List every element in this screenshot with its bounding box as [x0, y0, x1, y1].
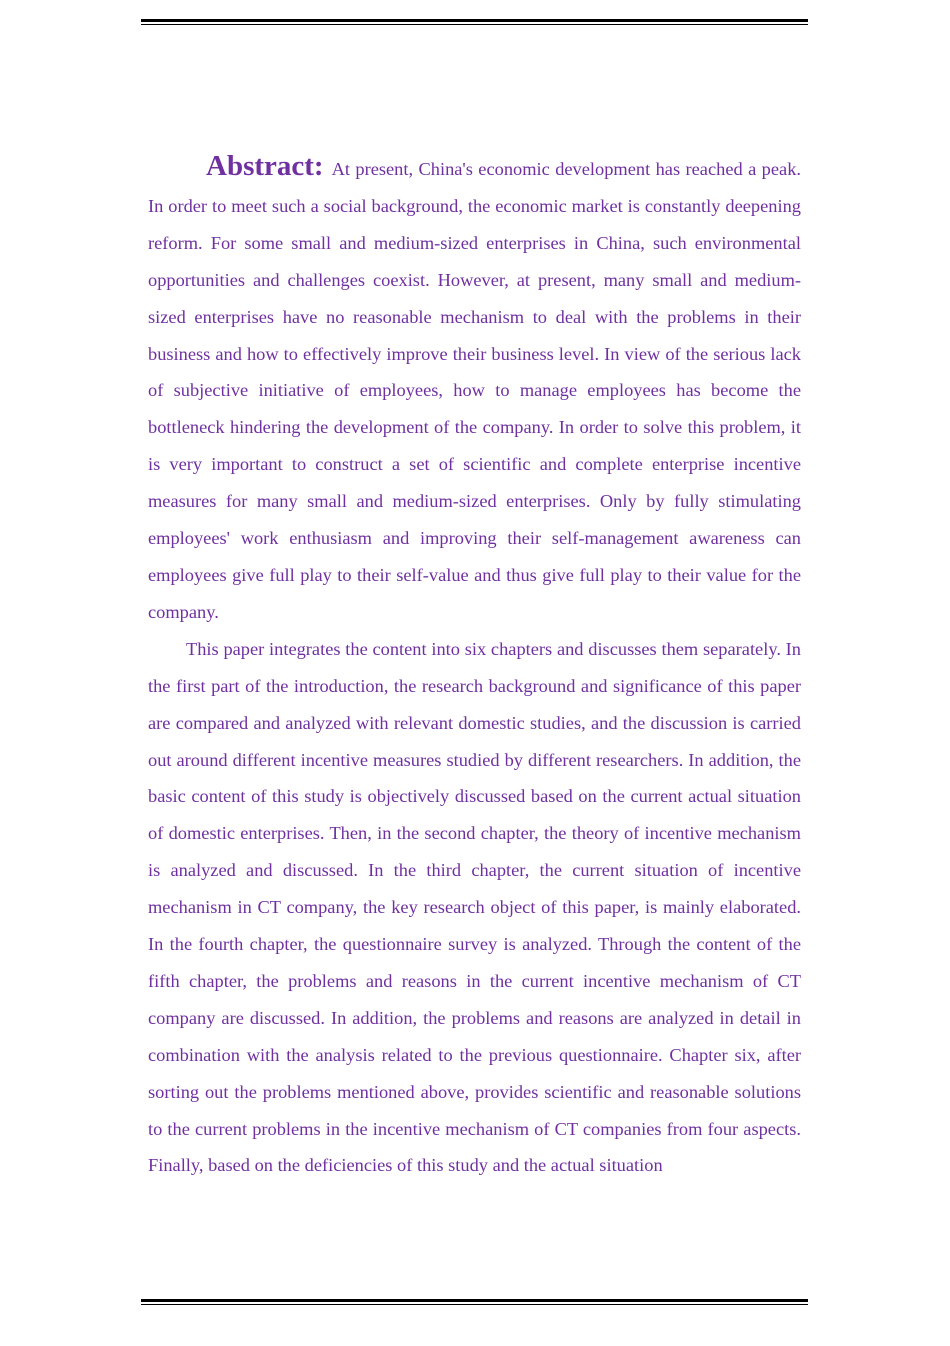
- abstract-body: [148, 148, 801, 1184]
- abstract-paragraph-2: This paper integrates the content into six chapters and discusses them separately. In the first part of the introduction, the research background and significance of this paper are compared and analyzed with relevant domestic studies, and the discussion is carried out around different incentive measures studied by different researchers. In addition, the basic content of this study is objectively discussed based on the current actual situation of domestic enterprises. Then, in the second chapter, the theory of incentive mechanism is analyzed and discussed. In the third chapter, the current situation of incentive mechanism in CT company, the key research object of this paper, is mainly elaborated. In the fourth chapter, the questionnaire survey is analyzed. Through the content of the fifth chapter, the problems and reasons in the current incentive mechanism of CT company are discussed. In addition, the problems and reasons are analyzed in detail in combination with the analysis related to the previous questionnaire. Chapter six, after sorting out the problems mentioned above, provides scientific and reasonable solutions to the current problems in the incentive mechanism of CT companies from four aspects. Finally, based on the deficiencies of this study and the actual situation: [148, 638, 801, 1176]
- footer-rule: [141, 1299, 808, 1305]
- abstract-paragraph-1-text: At present, China's economic development has reached a peak. In order to meet such a social background, the economic market is constantly deepening reform. For some small and medium-sized enterprises in China, such environmental opportunities and challenges coexist. However, at present, many small and medium-sized enterprises have no reasonable mechanism to deal with the problems in their business and how to effectively improve their business level. In view of the serious lack of subjective initiative of employees, how to manage employees has become the bottleneck hindering the development of the company. In order to solve this problem, it is very important to construct a set of scientific and complete enterprise incentive measures for many small and medium-sized enterprises. Only by fully stimulating employees' work enthusiasm and improving their self-management awareness can employees give full play to their self-value and thus give full play to their value for the company.: [148, 159, 801, 622]
- abstract-paragraph-1: [148, 148, 801, 631]
- abstract-heading: Abstract:: [206, 150, 324, 182]
- header-rule: [141, 19, 808, 25]
